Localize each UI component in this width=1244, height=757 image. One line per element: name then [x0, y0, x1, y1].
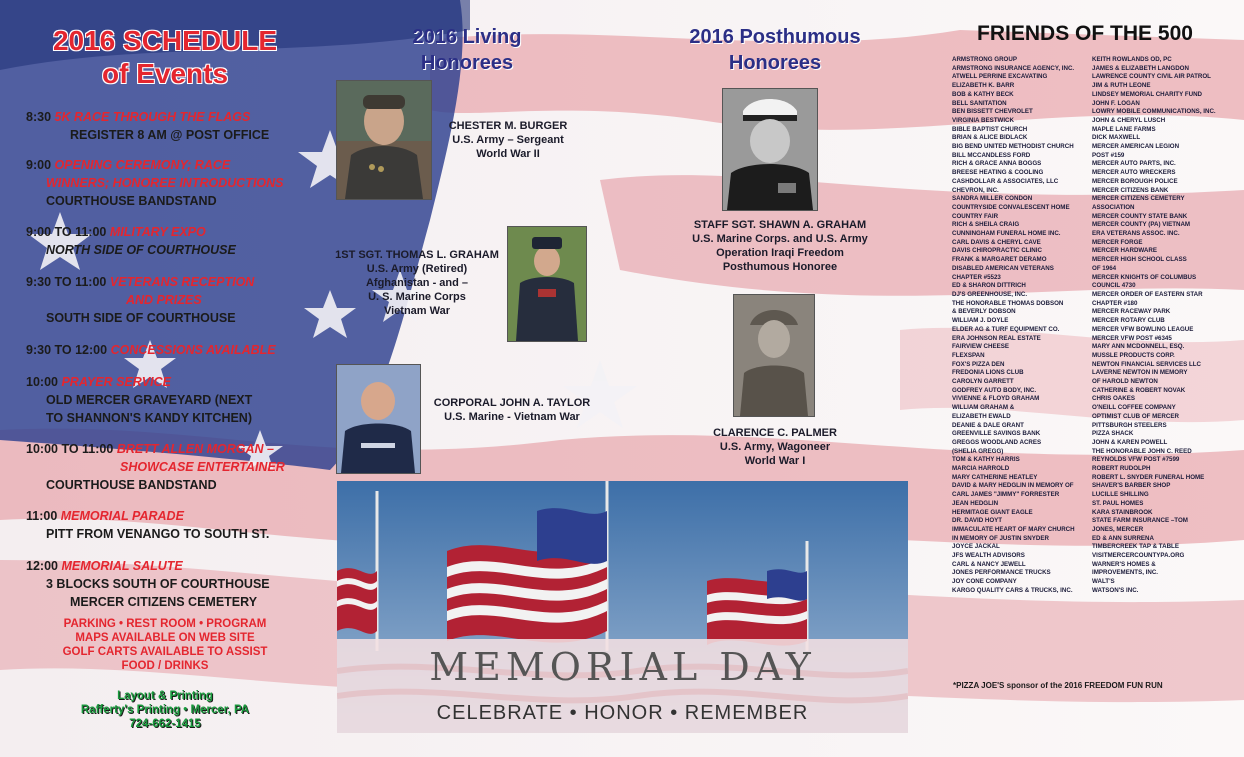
- honoree-detail: U.S. Army – Sergeant: [452, 134, 564, 146]
- event-title: MEMORIAL SALUTE: [61, 559, 183, 573]
- honoree-photo-burger: [336, 80, 432, 200]
- friend-entry: THE HONORABLE THOMAS DOBSON: [952, 299, 1064, 307]
- event-title: PRAYER SERVICE: [61, 375, 171, 389]
- posthumous-heading-line2: Honorees: [728, 52, 822, 74]
- friend-entry: ROBERT RUDOLPH: [1092, 465, 1151, 473]
- living-heading: [372, 24, 562, 76]
- friend-entry: ERA JOHNSON REAL ESTATE: [952, 334, 1041, 342]
- friend-entry: CAROLYN GARRETT: [952, 378, 1014, 386]
- event-item: [26, 273, 326, 327]
- friend-entry: MARY CATHERINE HEATLEY: [952, 473, 1038, 481]
- event-title: VETERANS RECEPTION: [109, 275, 255, 289]
- schedule-title-line2: of Events: [101, 58, 229, 89]
- friend-entry: MERCER COUNTY (PA) VIETNAM: [1092, 221, 1191, 229]
- friend-entry: MERCER CITIZENS BANK: [1092, 186, 1169, 194]
- memorial-day-banner: [337, 481, 908, 733]
- event-title: OPENING CEREMONY; RACE: [54, 158, 231, 172]
- friend-entry: TIMBERCREEK TAP & TABLE: [1092, 543, 1179, 551]
- friend-entry: MERCER ORDER OF EASTERN STAR: [1092, 290, 1203, 298]
- honoree-detail: U.S. Marine Corps. and U.S. Army: [692, 233, 868, 245]
- friend-entry: CHEVRON, INC.: [952, 186, 999, 194]
- friend-entry: BOB & KATHY BECK: [952, 90, 1014, 98]
- living-heading-line1: 2016 Living: [412, 26, 522, 48]
- friend-entry: ELDER AG & TURF EQUIPMENT CO.: [952, 325, 1060, 333]
- friend-entry: FRANK & MARGARET DERAMO: [952, 256, 1047, 264]
- friend-entry: KARGO QUALITY CARS & TRUCKS, INC.: [952, 586, 1073, 594]
- friend-entry: GODFREY AUTO BODY, INC.: [952, 386, 1037, 394]
- friend-entry: JIM & RUTH LEONE: [1092, 82, 1151, 90]
- friend-entry: LOWRY MOBILE COMMUNICATIONS, INC.: [1092, 108, 1216, 116]
- event-time: 11:00: [26, 509, 58, 523]
- honoree-burger: [438, 119, 578, 161]
- friend-entry: MERCER BOROUGH POLICE: [1092, 177, 1178, 185]
- event-item: [26, 108, 326, 144]
- friend-entry: MERCER CITIZENS CEMETERY: [1092, 195, 1185, 203]
- honoree-name: STAFF SGT. SHAWN A. GRAHAM: [693, 219, 867, 231]
- friend-entry: MERCER KNIGHTS OF COLUMBUS: [1092, 273, 1197, 281]
- honoree-detail: Vietnam War: [383, 305, 451, 317]
- event-detail: COURTHOUSE BANDSTAND: [46, 478, 217, 492]
- friend-entry: DAVIS CHIROPRACTIC CLINIC: [952, 247, 1042, 255]
- friend-entry: COUNCIL 4730: [1092, 282, 1136, 290]
- event-item: [26, 341, 326, 359]
- friend-entry: BILL MCCANDLESS FORD: [952, 151, 1031, 159]
- event-title: MEMORIAL PARADE: [60, 509, 184, 523]
- event-time: 12:00: [26, 559, 58, 573]
- friend-entry: MERCER VFW BOWLING LEAGUE: [1092, 325, 1194, 333]
- friend-entry: VISITMERCERCOUNTYPA.ORG: [1092, 552, 1185, 560]
- friend-entry: CHAPTER #5523: [952, 273, 1001, 281]
- friend-entry: OPTIMIST CLUB OF MERCER: [1092, 412, 1179, 420]
- friend-entry: OF HAROLD NEWTON: [1092, 378, 1158, 386]
- event-time: 10:00 TO 11:00: [26, 442, 114, 456]
- friend-entry: GREENVILLE SAVINGS BANK: [952, 430, 1041, 438]
- friend-entry: IMMACULATE HEART OF MARY CHURCH: [952, 525, 1075, 533]
- friend-entry: ELIZABETH K. BARR: [952, 82, 1015, 90]
- friend-entry: JOYCE JACKAL: [952, 543, 1000, 551]
- friend-entry: DICK MAXWELL: [1092, 134, 1141, 142]
- friend-entry: LINDSEY MEMORIAL CHARITY FUND: [1092, 90, 1203, 98]
- friend-entry: MERCER HARDWARE: [1092, 247, 1157, 255]
- friend-entry: WILLIAM GRAHAM &: [952, 404, 1015, 412]
- event-item: [26, 440, 326, 494]
- printing-credits: [20, 689, 310, 731]
- event-title-cont: SHOWCASE ENTERTAINER: [120, 460, 285, 474]
- friend-entry: VIRGINIA BESTWICK: [952, 116, 1014, 124]
- posthumous-heading: [660, 24, 890, 76]
- honoree-detail: U.S. Army, Wagoneer: [719, 441, 831, 453]
- event-title: 5K RACE THROUGH THE FLAGS: [54, 110, 251, 124]
- honoree-thomas-graham: [326, 248, 508, 318]
- notice-line: MAPS AVAILABLE ON WEB SITE: [75, 632, 255, 644]
- friend-entry: MERCER ROTARY CLUB: [1092, 317, 1165, 325]
- event-detail: COURTHOUSE BANDSTAND: [46, 194, 217, 208]
- credits-line: Layout & Printing: [117, 690, 213, 702]
- friend-entry: POST #159: [1092, 151, 1125, 159]
- event-title: BRETT ALLEN MORGAN –: [116, 442, 274, 456]
- friend-entry: MARCIA HARROLD: [952, 465, 1010, 473]
- friend-entry: BREESE HEATING & COOLING: [952, 169, 1044, 177]
- honoree-detail: World War II: [476, 148, 540, 160]
- schedule-title: [20, 24, 310, 90]
- event-title-cont: AND PRIZES: [126, 293, 202, 307]
- honoree-palmer: [700, 426, 850, 468]
- banner-subtitle: CELEBRATE • HONOR • REMEMBER: [436, 702, 809, 724]
- event-detail: REGISTER 8 AM @ POST OFFICE: [70, 128, 270, 142]
- friend-entry: CUNNINGHAM FUNERAL HOME INC.: [952, 230, 1061, 238]
- friend-entry: STATE FARM INSURANCE –TOM: [1092, 517, 1188, 525]
- friend-entry: ED & ANN SURRENA: [1092, 534, 1154, 542]
- friend-entry: ED & SHARON DITTRICH: [952, 282, 1026, 290]
- friends-list-col1: [952, 56, 1087, 596]
- friend-entry: CHRIS OAKES: [1092, 395, 1135, 403]
- friends-list-col2: [1092, 56, 1227, 596]
- event-detail: SOUTH SIDE OF COURTHOUSE: [46, 311, 236, 325]
- friend-entry: ASSOCIATION: [1092, 203, 1135, 211]
- friend-entry: TOM & KATHY HARRIS: [952, 456, 1020, 464]
- event-detail: PITT FROM VENANGO TO SOUTH ST.: [46, 527, 270, 541]
- friend-entry: WATSON'S INC.: [1092, 586, 1139, 594]
- credits-line: Rafferty's Printing • Mercer, PA: [80, 704, 250, 716]
- friend-entry: ELIZABETH EWALD: [952, 412, 1011, 420]
- honoree-detail: World War I: [744, 455, 806, 467]
- honoree-detail: Afghanistan - and –: [365, 277, 469, 289]
- honoree-taylor: [424, 396, 600, 424]
- event-item: [26, 373, 326, 427]
- honoree-detail: U. S. Marine Corps: [368, 291, 466, 303]
- event-time: 9:30 TO 11:00: [26, 275, 107, 289]
- friend-entry: JFS WEALTH ADVISORS: [952, 552, 1025, 560]
- friend-entry: LAVERNE NEWTON IN MEMORY: [1092, 369, 1188, 377]
- honoree-name: CORPORAL JOHN A. TAYLOR: [433, 397, 591, 409]
- event-item: [26, 507, 326, 543]
- friend-entry: BIG BEND UNITED METHODIST CHURCH: [952, 143, 1074, 151]
- friend-entry: MERCER AUTO PARTS, INC.: [1092, 160, 1176, 168]
- event-detail: 3 BLOCKS SOUTH OF COURTHOUSE: [46, 577, 270, 591]
- friend-entry: LAWRENCE COUNTY CIVIL AIR PATROL: [1092, 73, 1211, 81]
- friend-entry: OF 1964: [1092, 264, 1117, 272]
- honoree-name: CLARENCE C. PALMER: [713, 427, 837, 439]
- friend-entry: WILLIAM J. DOYLE: [952, 317, 1009, 325]
- friend-entry: HERMITAGE GIANT EAGLE: [952, 508, 1033, 516]
- friend-entry: FLEXSPAN: [952, 351, 985, 359]
- honoree-detail: U.S. Marine - Vietnam War: [444, 411, 580, 423]
- friend-entry: CASHDOLLAR & ASSOCIATES, LLC: [952, 177, 1059, 185]
- friend-entry: DJ'S GREENHOUSE, INC.: [952, 290, 1028, 298]
- friend-entry: MERCER COUNTY STATE BANK: [1092, 212, 1188, 220]
- friend-entry: PIZZA SHACK: [1092, 430, 1134, 438]
- friend-entry: MUSSLE PRODUCTS CORP.: [1092, 351, 1175, 359]
- friend-entry: BRIAN & ALICE BIDLACK: [952, 134, 1028, 142]
- friend-entry: & BEVERLY DOBSON: [952, 308, 1016, 316]
- friend-entry: JEAN HEDGLIN: [952, 499, 999, 507]
- friend-entry: BELL SANITATION: [952, 99, 1007, 107]
- event-title-cont: WINNERS; HONOREE INTRODUCTIONS: [46, 176, 284, 190]
- friend-entry: THE HONORABLE JOHN C. REED: [1092, 447, 1192, 455]
- friend-entry: MARY ANN MCDONNELL, ESQ.: [1092, 343, 1185, 351]
- friend-entry: RICH & SHEILA CRAIG: [952, 221, 1020, 229]
- friend-entry: LUCILLE SHILLING: [1092, 491, 1149, 499]
- honoree-photo-thomas-graham: [507, 226, 587, 342]
- friend-entry: MERCER AUTO WRECKERS: [1092, 169, 1176, 177]
- friend-entry: BIBLE BAPTIST CHURCH: [952, 125, 1028, 133]
- friend-entry: KARA STAINBROOK: [1092, 508, 1153, 516]
- friend-entry: CARL DAVIS & CHERYL CAVE: [952, 238, 1041, 246]
- friend-entry: DISABLED AMERICAN VETERANS: [952, 264, 1054, 272]
- friend-entry: CARL JAMES "JIMMY" FORRESTER: [952, 491, 1060, 499]
- friend-entry: IN MEMORY OF JUSTIN SNYDER: [952, 534, 1049, 542]
- credits-line: 724-662-1415: [129, 718, 201, 730]
- friend-entry: PITTSBURGH STEELERS: [1092, 421, 1167, 429]
- schedule-title-line1: 2016 SCHEDULE: [52, 25, 278, 56]
- friend-entry: DEANIE & DALE GRANT: [952, 421, 1024, 429]
- honoree-photo-taylor: [336, 364, 421, 474]
- friend-entry: JAMES & ELIZABETH LANGDON: [1092, 64, 1189, 72]
- friend-entry: JONES, MERCER: [1092, 525, 1144, 533]
- friend-entry: ROBERT L. SNYDER FUNERAL HOME: [1092, 473, 1205, 481]
- friend-entry: WALT'S: [1092, 578, 1115, 586]
- honoree-detail: U.S. Army (Retired): [366, 263, 468, 275]
- flags-image: [337, 481, 908, 733]
- friend-entry: CATHERINE & ROBERT NOVAK: [1092, 386, 1186, 394]
- event-item: [26, 156, 326, 210]
- friend-entry: DAVID & MARY HEDGLIN IN MEMORY OF: [952, 482, 1074, 490]
- event-title: CONCESSIONS AVAILABLE: [110, 343, 276, 357]
- notice-line: FOOD / DRINKS: [121, 660, 209, 672]
- friend-entry: ERA VETERANS ASSOC. INC.: [1092, 230, 1180, 238]
- friend-entry: BEN BISSETT CHEVROLET: [952, 108, 1033, 116]
- friend-entry: DR. DAVID HOYT: [952, 517, 1003, 525]
- event-item: [26, 557, 326, 611]
- friend-entry: KEITH ROWLANDS OD, PC: [1092, 56, 1172, 63]
- event-detail: NORTH SIDE OF COURTHOUSE: [46, 243, 236, 257]
- friends-footnote: *PIZZA JOE'S sponsor of the 2016 FREEDOM FUN RUN: [953, 681, 1163, 690]
- friend-entry: VIVIENNE & FLOYD GRAHAM: [952, 395, 1040, 403]
- friend-entry: COUNTRYSIDE CONVALESCENT HOME: [952, 203, 1070, 211]
- friend-entry: COUNTRY FAIR: [952, 212, 999, 220]
- friend-entry: CARL & NANCY JEWELL: [952, 560, 1026, 568]
- friend-entry: RICH & GRACE ANNA BOGGS: [952, 160, 1042, 168]
- friend-entry: FREDONIA LIONS CLUB: [952, 369, 1024, 377]
- honoree-detail: Posthumous Honoree: [722, 261, 838, 273]
- friend-entry: WARNER'S HOMES &: [1092, 560, 1156, 568]
- event-detail: TO SHANNON'S KANDY KITCHEN): [46, 411, 252, 425]
- friend-entry: NEWTON FINANCIAL SERVICES LLC: [1092, 360, 1201, 368]
- event-time: 9:00 TO 11:00: [26, 225, 107, 239]
- event-time: 9:30 TO 12:00: [26, 343, 108, 357]
- banner-title: MEMORIAL DAY: [429, 645, 816, 689]
- friend-entry: MERCER AMERICAN LEGION: [1092, 143, 1180, 151]
- friend-entry: ARMSTRONG INSURANCE AGENCY, INC.: [952, 64, 1075, 72]
- friend-entry: FOX'S PIZZA DEN: [952, 360, 1005, 368]
- honoree-photo-shawn-graham: [722, 88, 818, 211]
- friends-title: FRIENDS OF THE 500: [977, 22, 1193, 45]
- friend-entry: ARMSTRONG GROUP: [952, 56, 1017, 63]
- friend-entry: JONES PERFORMANCE TRUCKS: [952, 569, 1051, 577]
- honoree-shawn-graham: [682, 218, 878, 274]
- posthumous-heading-line1: 2016 Posthumous: [689, 26, 861, 48]
- friend-entry: (SHELIA GREGG): [952, 447, 1004, 455]
- friend-entry: MAPLE LANE FARMS: [1092, 125, 1156, 133]
- friend-entry: CHAPTER #180: [1092, 299, 1138, 307]
- honoree-detail: Operation Iraqi Freedom: [716, 247, 844, 259]
- friend-entry: REYNOLDS VFW POST #7599: [1092, 456, 1180, 464]
- friend-entry: JOY CONE COMPANY: [952, 578, 1017, 586]
- friend-entry: JOHN & KAREN POWELL: [1092, 438, 1168, 446]
- friend-entry: JOHN & CHERYL LUSCH: [1092, 116, 1166, 124]
- notice-line: PARKING • REST ROOM • PROGRAM: [63, 618, 267, 630]
- friend-entry: JOHN F. LOGAN: [1092, 99, 1140, 107]
- event-title: MILITARY EXPO: [109, 225, 206, 239]
- friend-entry: FAIRVIEW CHEESE: [952, 343, 1009, 351]
- friend-entry: ATWELL PERRINE EXCAVATING: [952, 73, 1048, 81]
- friend-entry: SHAVER'S BARBER SHOP: [1092, 482, 1171, 490]
- friend-entry: IMPROVEMENTS, INC.: [1092, 569, 1159, 577]
- event-detail: OLD MERCER GRAVEYARD (NEXT: [46, 393, 253, 407]
- event-time: 9:00: [26, 158, 52, 172]
- event-item: [26, 223, 326, 259]
- friend-entry: MERCER HIGH SCHOOL CLASS: [1092, 256, 1187, 264]
- friend-entry: GREGGS WOODLAND ACRES: [952, 438, 1042, 446]
- notice-block: [20, 617, 310, 673]
- honoree-name: 1ST SGT. THOMAS L. GRAHAM: [335, 249, 499, 261]
- friend-entry: MERCER FORGE: [1092, 238, 1143, 246]
- honoree-name: CHESTER M. BURGER: [448, 120, 568, 132]
- friend-entry: O'NEILL COFFEE COMPANY: [1092, 404, 1176, 412]
- event-time: 8:30: [26, 110, 52, 124]
- friend-entry: ST. PAUL HOMES: [1092, 499, 1144, 507]
- event-detail: MERCER CITIZENS CEMETERY: [70, 595, 258, 609]
- friend-entry: SANDRA MILLER CONDON: [952, 195, 1033, 203]
- friend-entry: MERCER RACEWAY PARK: [1092, 308, 1171, 316]
- honoree-photo-palmer: [733, 294, 815, 417]
- notice-line: GOLF CARTS AVAILABLE TO ASSIST: [62, 646, 268, 658]
- living-heading-line2: Honorees: [420, 52, 514, 74]
- friend-entry: MERCER VFW POST #6345: [1092, 334, 1172, 342]
- event-time: 10:00: [26, 375, 58, 389]
